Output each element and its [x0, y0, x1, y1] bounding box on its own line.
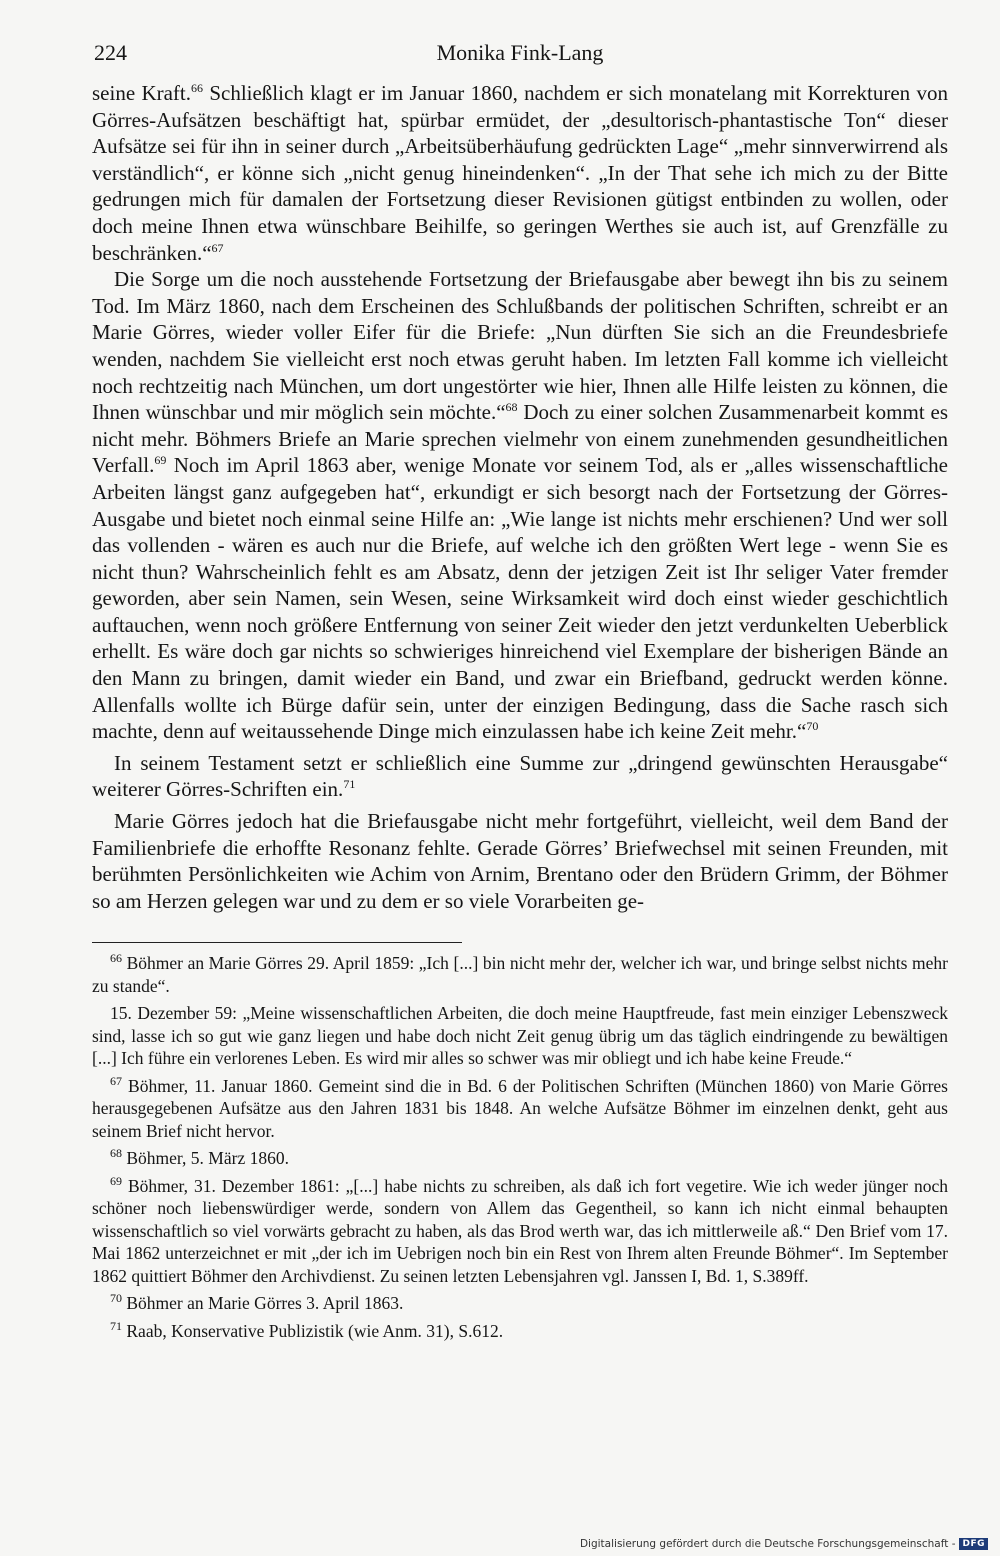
footnote-ref[interactable]: 66 — [191, 81, 204, 95]
body-text — [92, 80, 948, 914]
footnote-ref[interactable]: 70 — [806, 719, 819, 734]
footnote-number: 67 — [110, 1074, 122, 1089]
digitization-credit — [580, 1538, 988, 1550]
running-head-author: Monika Fink-Lang — [436, 40, 604, 65]
footnote-ref[interactable]: 69 — [154, 453, 167, 468]
book-page — [92, 40, 948, 1347]
footnote: $^{68}$ Böhmer, 5. März 1860. — [110, 1146, 289, 1169]
footnote-number: 70 — [110, 1291, 122, 1306]
paragraph: Marie Görres jedoch hat die Briefausgabe nicht mehr fortgeführt, vielleicht, weil dem Band der Familienbriefe die erhoffte Resonanz fehlte. Gerade Görres’ Briefwechsel mit seinen Freunden, mit berühmten Persönlichkeiten wie Achim von Arnim, Brentano oder den Brüdern Grimm, der Böhmer so am Herzen gelegen war und zu dem er so viele Vorarbeiten ge- — [92, 809, 948, 913]
credit-text: Digitalisierung gefördert durch die Deutsche Forschungsgemeinschaft - — [579, 1538, 956, 1550]
footnote-number: 68 — [110, 1146, 122, 1161]
footnote: $^{66}$ Böhmer an Marie Görres 29. April 1859: „Ich [...] bin nicht mehr der, welcher ich war, und bringe selbst nichts mehr zu stande“. — [92, 951, 948, 996]
footnotes — [92, 952, 948, 1342]
footnote: $^{71}$ Raab, Konservative Publizistik (wie Anm. 31), S.612. — [110, 1319, 504, 1341]
footnote-divider — [92, 942, 462, 943]
dfg-logo[interactable]: DFG — [959, 1538, 988, 1550]
footnote-ref[interactable]: 68 — [505, 400, 518, 415]
page-number: 224 — [94, 40, 127, 65]
footnote-number: 71 — [110, 1319, 122, 1334]
footnote-number: 69 — [110, 1174, 122, 1189]
footnote-ref[interactable]: 71 — [343, 777, 356, 792]
footnote: $^{69}$ Böhmer, 31. Dezember 1861: „[...] habe nichts zu schreiben, als daß ich fort vegetire. Wie ich weder jünger noch schöner noch liebenswürdiger werde, sondern von Allem das Gegentheil, so kann ich nicht einmal behaupten wissenschaftlich so viel vorwärts gebracht zu haben, als das Brod werth war, das ich mittlerweile aß.“ Den Brief vom 17. Mai 1862 unterzeichnet er mit „der ich im Uebrigen noch bin ein Rest von Ihrem alten Freunde Böhmer“. Im September 1862 quittiert Böhmer den Archivdienst. Zu seinen letzten Lebensjahren vgl. Janssen I, Bd. 1, S.389ff. — [92, 1174, 948, 1286]
footnote-number: 66 — [110, 951, 122, 966]
footnote: $^{70}$ Böhmer an Marie Görres 3. April 1863. — [110, 1291, 404, 1314]
footnote-ref[interactable]: 67 — [211, 240, 224, 255]
footnote: $^{67}$ Böhmer, 11. Januar 1860. Gemeint sind die in Bd. 6 der Politischen Schriften (München 1860) von Marie Görres herausgegebenen Aufsätze aus den Jahren 1831 bis 1848. An welche Aufsätze Böhmer im einzelnen denkt, geht aus seinem Brief nicht hervor. — [92, 1074, 948, 1141]
running-head — [92, 40, 948, 76]
paragraph: seine Kraft.$^{66}$ Schließlich klagt er im Januar 1860, nachdem er sich monatelang mit Korrekturen von Görres-Aufsätzen beschäftigt hat, spürbar ermüdet, der „desultorisch-phantastische Ton“ dieser Aufsätze sei für ihn in seiner durch „Arbeitsüberhäufung gedrückten Lage“ „mehr sinnverwirrend als verständlich“, er könne sich „nicht genug hineindenken“. „In der That sehe ich mich zu der Bitte gedrungen mich für damalen der Fortsetzung dieser Revisionen gütigst entbinden zu wollen, oder doch meine Ihnen etwa wünschbare Beihilfe, so geringen Werthes sie auch ist, auf Grenzfälle zu beschränken.“$^{67}$ — [92, 81, 948, 265]
paragraph: In seinem Testament setzt er schließlich eine Summe zur „dringend gewünschten Herausgabe“ weiterer Görres-Schriften ein.$^{71}$ — [92, 750, 948, 802]
footnote: 15. Dezember 59: „Meine wissenschaftlichen Arbeiten, die doch meine Hauptfreude, fast mein einziger Lebenszweck sind, lasse ich so gut wie ganz liegen und habe doch nicht Zeit genug übrig um das täglich eindringende zu bewältigen [...] Ich führe ein verlorenes Leben. Es wird mir alles so schwer was mir obliegt und ich habe keine Freude.“ — [92, 1003, 948, 1069]
paragraph: Die Sorge um die noch ausstehende Fortsetzung der Briefausgabe aber bewegt ihn bis zu seinem Tod. Im März 1860, nach dem Erscheinen des Schlußbands der politischen Schriften, schreibt er an Marie Görres, wieder voller Eifer für die Briefe: „Nun dürften Sie sich an die Freundesbriefe wenden, nachdem Sie vielleicht erst noch etwas geruht haben. Im letzten Fall komme ich vielleicht noch rechtzeitig nach München, um dort ungestörter wie hier, Ihnen alle Hilfe leisten zu können, die Ihnen wünschbar und mir möglich sein möchte.“$^{68}$ Doch zu einer solchen Zusammenarbeit kommt es nicht mehr. Böhmers Briefe an Marie sprechen vielmehr von einem zunehmenden gesundheitlichen Verfall.$^{69}$ Noch im April 1863 aber, wenige Monate vor seinem Tod, als er „alles wissenschaftliche Arbeiten längst ganz aufgegeben hat“, erkundigt er sich besorgt nach der Fortsetzung der Görres-Ausgabe und bietet noch einmal seine Hilfe an: „Wie lange ist nichts mehr erschienen? Und wer soll das vollenden - wären es auch nur die Briefe, auf welche ich den größten Wert lege - wenn Sie es nicht thun? Wahrscheinlich fehlt es am Absatz, denn der jetzigen Zeit ist Ihr seliger Vater fremder geworden, aber sein Namen, sein Wesen, seine Wirksamkeit wird doch einst wieder geschichtlich auftauchen, wenn noch größere Entfernung von seiner Zeit wieder den jetzt verdunkelten Ueberblick erhellt. Es wäre doch gar nichts so schwieriges hinreichend viel Exemplare der bisherigen Bände an den Mann zu bringen, damit wieder ein Band, und zwar ein Briefband, gedruckt werden könne. Allenfalls wollte ich Bürge dafür sein, unter der einzigen Bedingung, dass die Sache rasch sich machte, denn auf weitaussehende Dinge mich einzulassen habe ich keine Zeit mehr.“$^{70}$ — [92, 267, 948, 744]
